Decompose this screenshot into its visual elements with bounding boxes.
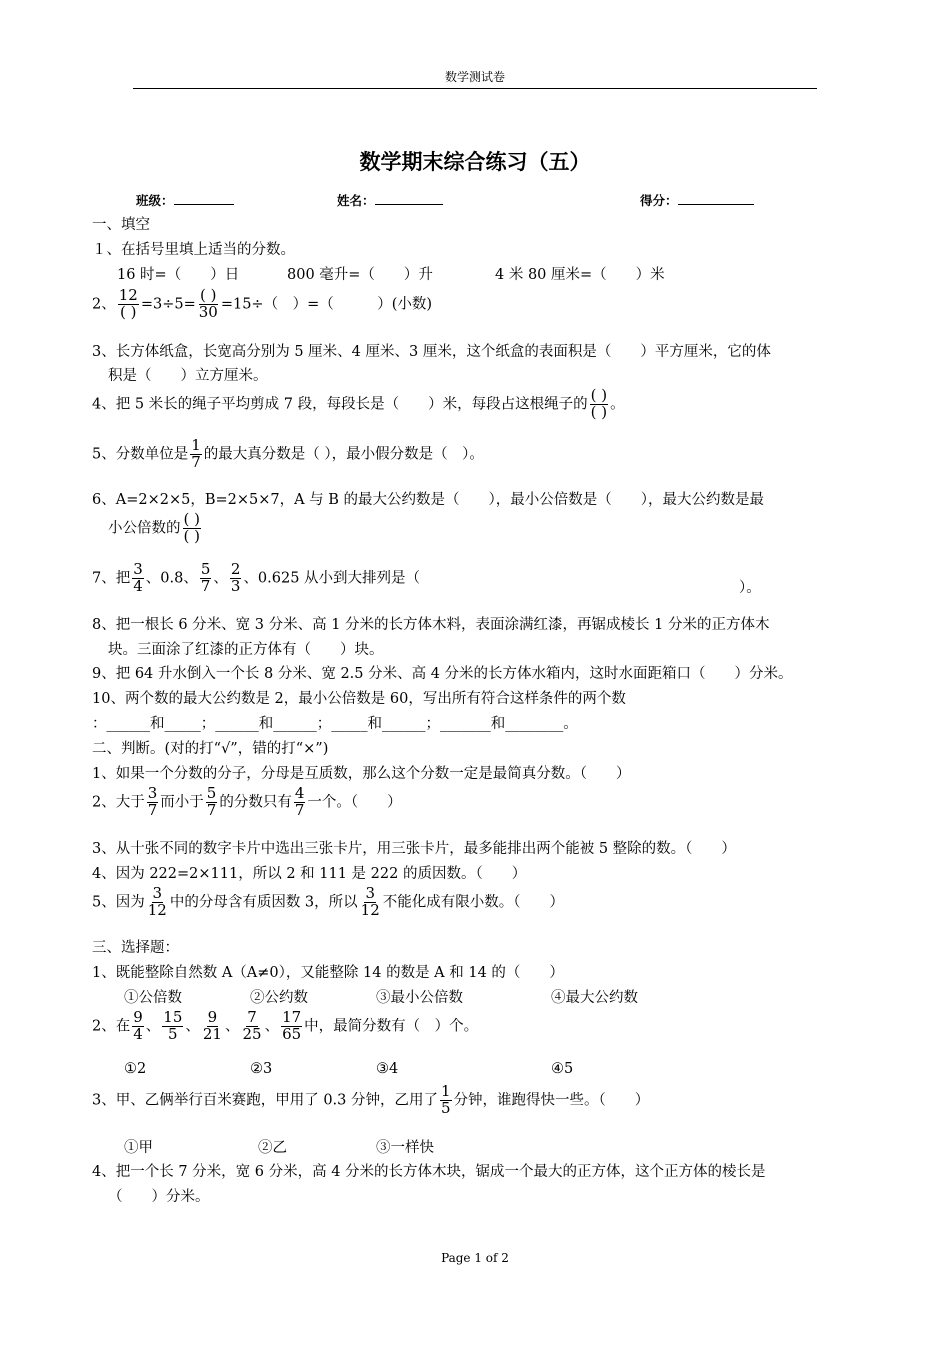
j5-rest: 不能化成有限小数。（ ） [382,894,565,911]
fraction [281,1010,302,1043]
section-judge-heading: 二、判断。(对的打“√”，错的打“×”) [92,741,329,757]
denominator: 7 [200,576,211,595]
c3-option[interactable]: ①甲 [124,1140,153,1156]
numerator: 9 [133,1008,143,1026]
choice-2 [92,1010,478,1043]
denominator: ( ) [183,526,200,545]
q2-mid2: =15÷（ ）=（ ）(小数) [220,296,433,313]
q1-part-c: 4 米 80 厘米=（ ）米 [495,267,665,283]
c3-option[interactable]: ②乙 [258,1140,287,1156]
class-blank[interactable] [174,190,234,205]
fraction [360,886,381,919]
name-field [337,190,443,209]
class-label: 班级： [136,193,174,208]
q4-text: 4、把 5 米长的绳子平均剪成 7 段，每段长是（ ）米，每段占这根绳子的 [92,396,588,413]
header-rule [133,88,817,89]
fraction [440,1084,452,1117]
q10-line1: 10、两个数的最大公约数是 2，最小公倍数是 60，写出所有符合这样条件的两个数 [92,691,626,707]
numerator: 3 [152,884,163,902]
fraction [241,1010,262,1043]
score-label: 得分： [640,193,678,208]
fraction [230,562,242,595]
separator: 、 [224,1018,240,1035]
choice-3 [92,1084,649,1117]
denominator: 65 [282,1024,302,1043]
q8-line1: 8、把一根长 6 分米、宽 3 分米、高 1 分米的长方体木料，表面涂满红漆，再锯成棱长 1 分米的正方体木 [92,617,770,633]
c1-option[interactable]: ③最小公倍数 [376,990,463,1006]
fraction [294,786,306,819]
denominator: 3 [230,576,241,595]
denominator: ( ) [590,402,608,421]
denominator: 5 [168,1024,178,1043]
denominator: 5 [441,1098,451,1117]
fraction [190,438,202,471]
c3-rest: 分钟，谁跑得快一些。（ ） [453,1092,650,1109]
score-field [640,190,754,209]
numerator: 3 [147,784,158,802]
denominator: 7 [147,800,158,819]
j4-text: 4、因为 222=2×111，所以 2 和 111 是 222 的质因数。（ ） [92,866,527,882]
c2-option[interactable]: ①2 [124,1061,147,1077]
separator: 、 [264,1018,280,1035]
numerator: 3 [133,560,143,578]
denominator: 12 [147,900,167,919]
denominator: 7 [206,800,217,819]
denominator: 7 [191,452,201,471]
question-4 [92,388,625,421]
denominator: 4 [133,1024,143,1043]
section-choice-heading: 三、选择题： [92,940,179,956]
class-field [136,190,234,209]
numerator: ( ) [183,510,200,528]
q7-sep2: 、 [213,570,228,587]
fraction [590,388,608,421]
numerator: ( ) [590,386,608,404]
j3-text: 3、从十张不同的数字卡片中选出三张卡片，用三张卡片，最多能排出两个能被 5 整除的数。（ ） [92,841,736,857]
c2-option[interactable]: ②3 [250,1061,273,1077]
score-blank[interactable] [678,190,754,205]
c2-option[interactable]: ③4 [376,1061,399,1077]
question-5 [92,438,484,471]
j2-rest: 一个。（ ） [307,794,402,811]
numerator: 15 [163,1008,183,1026]
j5-prefix: 5、因为 [92,894,145,911]
numerator: 4 [294,784,305,802]
fraction [202,1010,223,1043]
page-number: Page 1 of 2 [441,1251,509,1265]
numerator: 1 [191,436,201,454]
c2-rest: 中，最简分数有（ ）个。 [304,1018,479,1035]
question-2 [92,288,432,321]
fraction [183,512,201,545]
q6-line1: 6、A=2×2×5，B=2×5×7，A 与 B 的最大公约数是（ ），最小公倍数是（ ），最大公约数是最 [92,492,765,508]
denominator: 30 [198,302,218,321]
fraction [206,786,218,819]
j2-mid2: 的分数只有 [219,794,292,811]
judge-2 [92,786,402,819]
q9-text: 9、把 64 升水倒入一个长 8 分米、宽 2.5 分米、高 4 分米的长方体水箱内，这时水面距箱口（ ）分米。 [92,666,793,682]
c3-option[interactable]: ③一样快 [376,1140,434,1156]
q6-line2 [108,512,203,545]
j2-prefix: 2、大于 [92,794,145,811]
page-title: 数学期末综合练习（五） [359,149,591,174]
fraction [162,1010,183,1043]
denominator: 12 [360,900,380,919]
numerator: 12 [118,286,138,304]
c2-option[interactable]: ④5 [551,1061,574,1077]
c2-prefix: 2、在 [92,1018,131,1035]
c1-option[interactable]: ②公约数 [250,990,308,1006]
q7-prefix: 7、把 [92,570,131,587]
name-label: 姓名： [337,193,375,208]
c4-line1: 4、把一个长 7 分米，宽 6 分米，高 4 分米的长方体木块，锯成一个最大的正方体，这个正方体的棱长是 [92,1164,766,1180]
denominator: ( ) [120,302,137,321]
fraction [132,562,144,595]
numerator: 2 [230,560,241,578]
fraction [147,786,159,819]
j1-text: 1、如果一个分数的分子，分母是互质数，那么这个分数一定是最简真分数。（ ） [92,766,631,782]
c1-option[interactable]: ①公倍数 [124,990,182,1006]
section-fill-heading: 一、填空 [92,217,150,233]
numerator: 17 [282,1008,302,1026]
denominator: 4 [133,576,143,595]
c1-option[interactable]: ④最大公约数 [551,990,638,1006]
q2-prefix: 2、 [92,296,116,313]
q3-line1: 3、长方体纸盒，长宽高分别为 5 厘米、4 厘米、3 厘米，这个纸盒的表面积是（ ）平方厘米，它的体 [92,344,771,360]
q7-rest: 、0.625 从小到大排列是（ [243,570,421,587]
q10-line2: ：______和_____；______和______；_____和______；_______和________。 [92,716,578,732]
q3-line2: 积是（ ）立方厘米。 [108,368,268,384]
q6-text: 小公倍数的 [108,520,181,537]
fraction [198,288,219,321]
denominator: 25 [242,1024,262,1043]
numerator: 5 [200,560,211,578]
fraction [118,288,139,321]
q8-line2: 块。三面涂了红漆的正方体有（ ）块。 [108,642,384,658]
name-blank[interactable] [375,190,443,205]
q7-sep1: 、0.8、 [145,570,198,587]
q1-part-b: 800 毫升=（ ）升 [287,267,433,283]
denominator: 7 [294,800,305,819]
q7-end: ）。 [739,580,761,596]
c3-prefix: 3、甲、乙俩举行百米赛跑，甲用了 0.3 分钟，乙用了 [92,1092,439,1109]
denominator: 21 [202,1024,222,1043]
numerator: 1 [441,1082,451,1100]
q1-title: １、在括号里填上适当的分数。 [92,242,295,258]
numerator: 3 [365,884,375,902]
separator: 、 [145,1018,161,1035]
fraction [147,886,168,919]
numerator: ( ) [200,286,217,304]
q1-part-a: 16 时=（ ）日 [117,267,240,283]
j5-mid: 中的分母含有质因数 3，所以 [169,894,358,911]
j2-mid: 而小于 [160,794,204,811]
numerator: 5 [206,784,217,802]
numerator: 7 [247,1008,257,1026]
running-header: 数学测试卷 [444,70,505,84]
numerator: 9 [207,1008,218,1026]
judge-5 [92,886,564,919]
c4-line2: （ ）分米。 [108,1189,210,1205]
q2-mid1: =3÷5= [140,296,196,313]
question-7 [92,562,420,595]
q5-rest: 的最大真分数是（ ），最小假分数是（ ）。 [203,446,484,463]
separator: 、 [185,1018,200,1035]
q4-end: 。 [610,396,625,413]
fraction [132,1010,144,1043]
q5-prefix: 5、分数单位是 [92,446,189,463]
fraction [200,562,212,595]
c1-text: 1、既能整除自然数 A（A≠0），又能整除 14 的数是 A 和 14 的（ ） [92,965,564,981]
